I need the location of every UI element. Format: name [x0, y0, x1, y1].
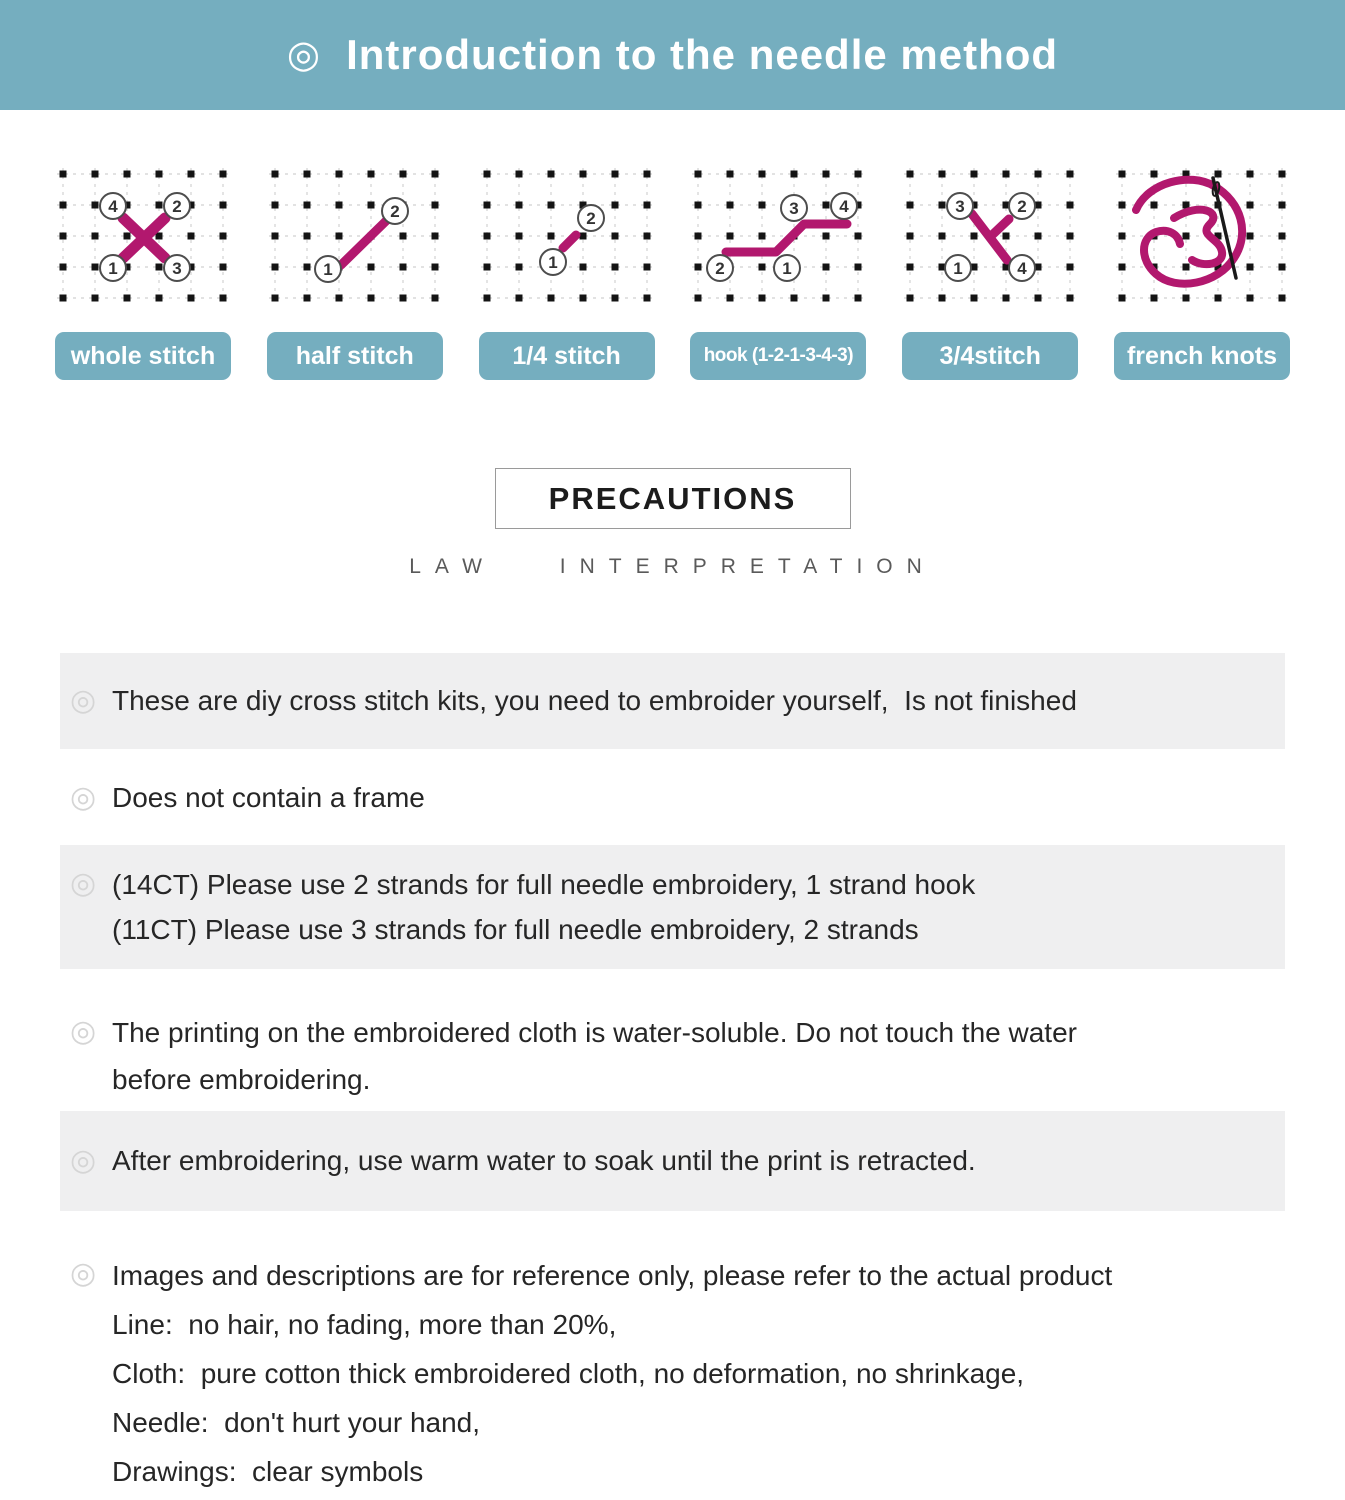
stitch-three-quarter — [902, 166, 1078, 380]
list-item-text: (14CT) Please use 2 strands for full needle embroidery, 1 strand hook — [112, 869, 976, 900]
bullseye-icon: ◎ — [286, 34, 321, 76]
stitch-quarter — [479, 166, 655, 380]
hook-stitch-grid-icon — [690, 166, 866, 306]
stitch-label: hook (1-2-1-3-4-3) — [690, 332, 866, 380]
bullet-icon: ◎ — [70, 781, 97, 814]
list-item-text: After embroidering, use warm water to soak until the print is retracted. — [112, 1145, 976, 1176]
svg-text:4: 4 — [1017, 259, 1027, 278]
list-item — [60, 653, 1285, 749]
whole-stitch-grid-icon — [55, 166, 231, 306]
quarter-stitch-grid-icon — [479, 166, 655, 306]
stitch-whole — [55, 166, 231, 380]
french-knots-grid-icon — [1114, 166, 1290, 306]
bullet-icon: ◎ — [70, 1257, 97, 1290]
stitch-diagram-row — [0, 166, 1345, 380]
stitch-label: 3/4stitch — [902, 332, 1078, 380]
svg-text:3: 3 — [789, 199, 800, 218]
bullet-icon: ◎ — [70, 1144, 97, 1177]
svg-text:2: 2 — [715, 259, 726, 278]
svg-text:2: 2 — [172, 197, 182, 216]
svg-text:4: 4 — [839, 197, 850, 216]
list-item-text: Images and descriptions are for reference only, please refer to the actual product — [112, 1260, 1113, 1291]
stitch-label: 1/4 stitch — [479, 332, 655, 380]
bullet-icon: ◎ — [70, 684, 97, 717]
list-item — [60, 1009, 1285, 1103]
svg-text:2: 2 — [585, 209, 596, 228]
precautions-title-box — [495, 468, 851, 529]
svg-text:2: 2 — [1017, 197, 1027, 216]
svg-text:4: 4 — [108, 197, 118, 216]
header-bar — [0, 0, 1345, 110]
list-item — [60, 1111, 1285, 1211]
svg-text:1: 1 — [108, 259, 118, 278]
svg-text:1: 1 — [953, 259, 963, 278]
list-item-text: Line: no hair, no fading, more than 20%, — [112, 1309, 617, 1340]
list-item-text: The printing on the embroidered cloth is water-soluble. Do not touch the water — [112, 1017, 1077, 1048]
precautions-title: PRECAUTIONS — [548, 480, 797, 516]
stitch-half — [267, 166, 443, 380]
bullet-icon: ◎ — [70, 1015, 97, 1048]
svg-text:3: 3 — [172, 259, 182, 278]
stitch-label: whole stitch — [55, 332, 231, 380]
stitch-label: french knots — [1114, 332, 1290, 380]
list-item-text: Cloth: pure cotton thick embroidered cloth, no deformation, no shrinkage, — [112, 1358, 1025, 1389]
svg-text:1: 1 — [782, 259, 793, 278]
bullet-icon: ◎ — [70, 867, 97, 900]
svg-text:3: 3 — [955, 197, 965, 216]
list-item-text: before embroidering. — [112, 1064, 371, 1095]
list-item-text: Drawings: clear symbols — [112, 1456, 424, 1487]
list-item — [60, 1251, 1285, 1496]
list-item — [60, 845, 1285, 969]
stitch-hook — [690, 166, 866, 380]
stitch-label: half stitch — [267, 332, 443, 380]
list-item-text: These are diy cross stitch kits, you need to embroider yourself, Is not finished — [112, 685, 1077, 716]
svg-text:2: 2 — [390, 202, 400, 221]
svg-text:1: 1 — [547, 253, 558, 272]
list-item-text: (11CT) Please use 3 strands for full needle embroidery, 2 strands — [112, 914, 919, 945]
stitch-french-knots — [1114, 166, 1290, 380]
half-stitch-grid-icon — [267, 166, 443, 306]
three-quarter-stitch-grid-icon — [902, 166, 1078, 306]
list-item-text: Does not contain a frame — [112, 782, 425, 813]
list-item — [60, 775, 1285, 821]
svg-text:1: 1 — [323, 260, 333, 279]
page-title: Introduction to the needle method — [346, 31, 1059, 78]
list-item-text: Needle: don't hurt your hand, — [112, 1407, 481, 1438]
precaution-list — [60, 653, 1285, 1496]
law-interpretation-subtitle: LAW INTERPRETATION — [409, 555, 936, 578]
